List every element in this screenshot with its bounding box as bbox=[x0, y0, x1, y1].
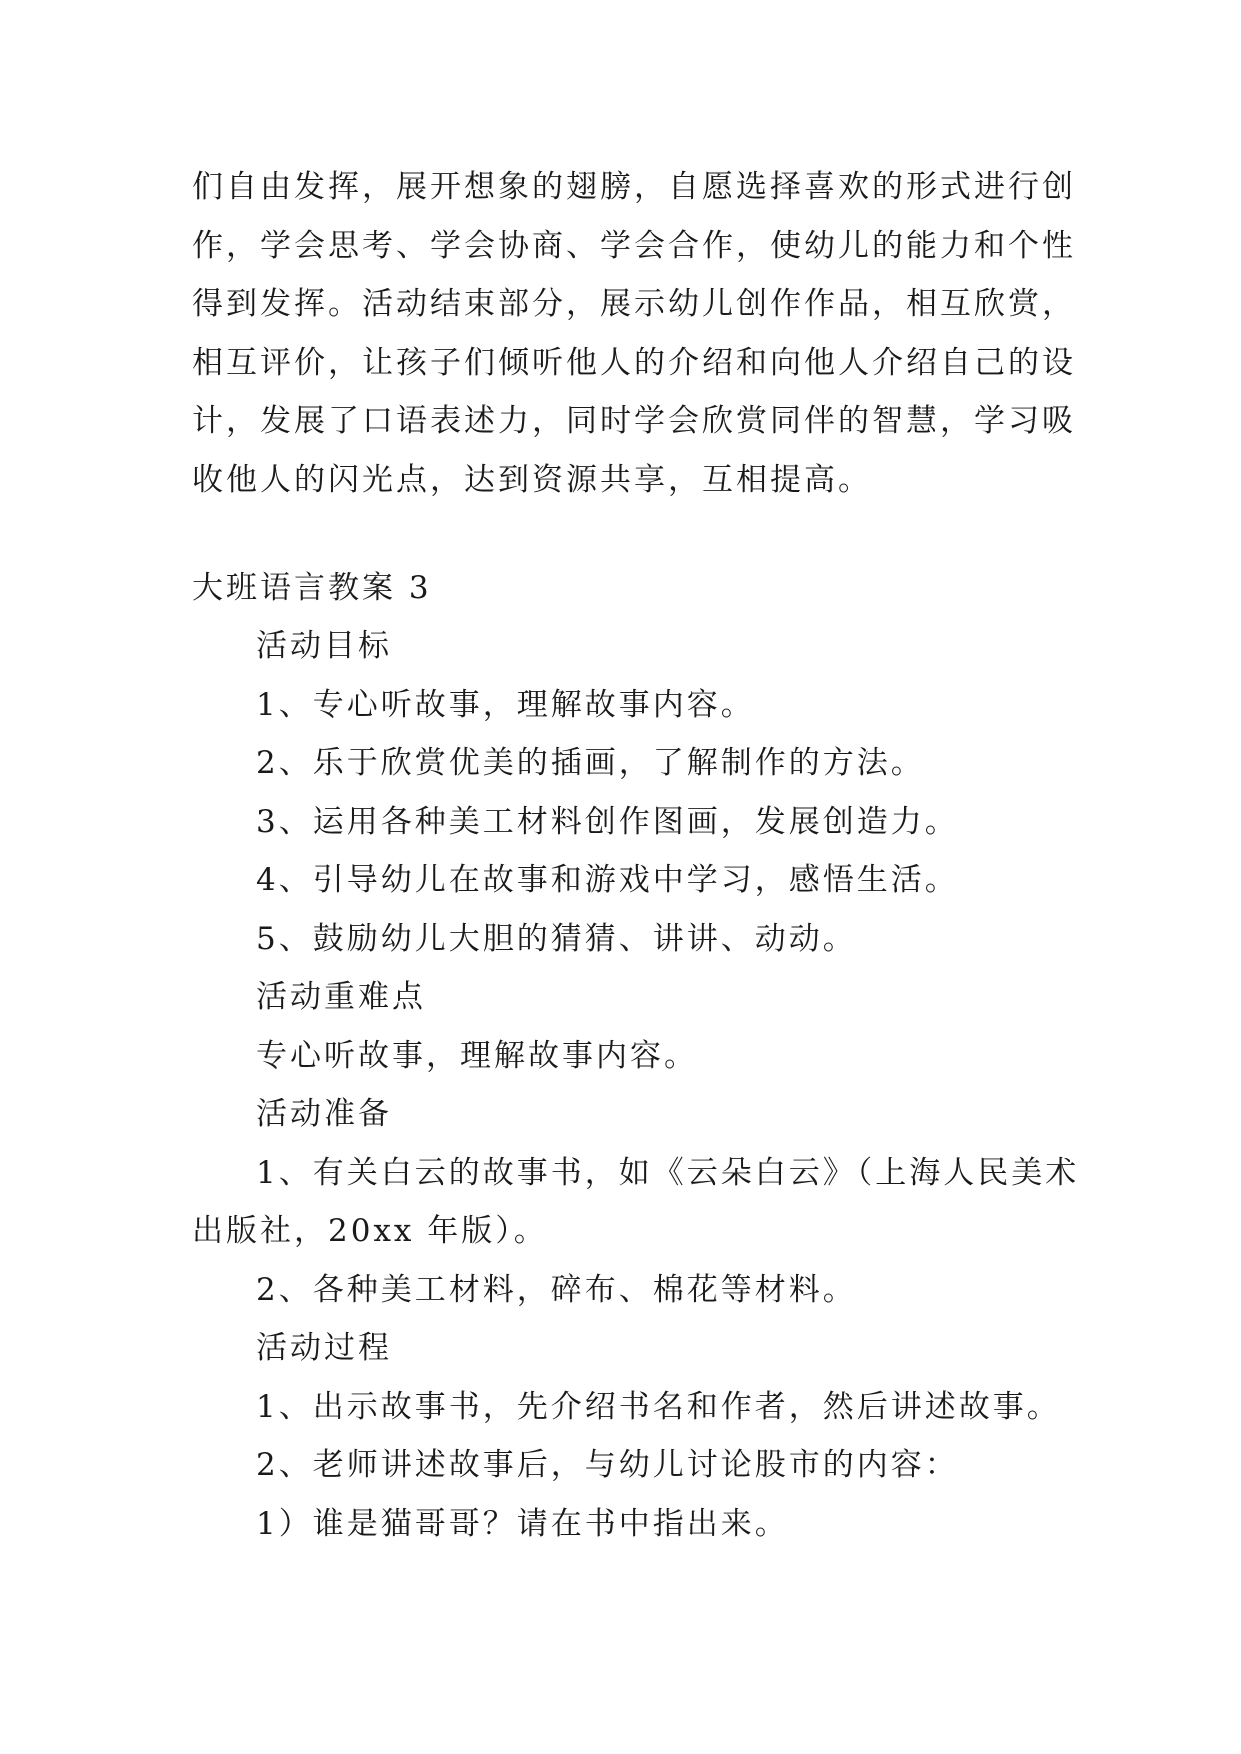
key-points-text: 专心听故事，理解故事内容。 bbox=[256, 1037, 698, 1074]
section-title: 大班语言教案 3 bbox=[192, 570, 432, 606]
preparation-item-continued: 出版社，20xx 年版）。 bbox=[192, 1213, 548, 1249]
process-item: 2、老师讲述故事后，与幼儿讨论股市的内容： bbox=[256, 1447, 959, 1483]
preparation-item: 2、各种美工材料，碎布、棉花等材料。 bbox=[256, 1271, 857, 1308]
preparation-item: 1、有关白云的故事书，如《云朵白云》（上海人民美术 bbox=[256, 1154, 1080, 1191]
document-body bbox=[192, 158, 1080, 1553]
goals-heading: 活动目标 bbox=[256, 628, 392, 664]
goal-item: 3、运用各种美工材料创作图画，发展创造力。 bbox=[256, 803, 959, 840]
goal-item: 1、专心听故事，理解故事内容。 bbox=[256, 686, 755, 723]
process-item: 1、出示故事书，先介绍书名和作者，然后讲述故事。 bbox=[256, 1388, 1061, 1425]
intro-line: 们自由发挥，展开想象的翅膀，自愿选择喜欢的形式进行创 bbox=[192, 169, 1076, 205]
intro-paragraph bbox=[192, 158, 1076, 509]
goal-item: 5、鼓励幼儿大胆的猜猜、讲讲、动动。 bbox=[256, 920, 857, 957]
intro-line: 相互评价，让孩子们倾听他人的介绍和向他人介绍自己的设 bbox=[192, 344, 1076, 381]
goal-item: 4、引导幼儿在故事和游戏中学习，感悟生活。 bbox=[256, 862, 959, 898]
key-points-heading: 活动重难点 bbox=[256, 979, 426, 1015]
preparation-heading: 活动准备 bbox=[256, 1096, 392, 1132]
intro-line: 作，学会思考、学会协商、学会合作，使幼儿的能力和个性 bbox=[192, 227, 1076, 264]
intro-line: 得到发挥。活动结束部分，展示幼儿创作作品，相互欣赏， bbox=[192, 286, 1076, 322]
intro-line: 收他人的闪光点，达到资源共享，互相提高。 bbox=[192, 461, 872, 498]
process-heading: 活动过程 bbox=[256, 1330, 392, 1366]
process-item: 1）谁是猫哥哥？请在书中指出来。 bbox=[256, 1505, 789, 1542]
intro-line: 计，发展了口语表述力，同时学会欣赏同伴的智慧，学习吸 bbox=[192, 403, 1076, 439]
goal-item: 2、乐于欣赏优美的插画，了解制作的方法。 bbox=[256, 745, 925, 781]
